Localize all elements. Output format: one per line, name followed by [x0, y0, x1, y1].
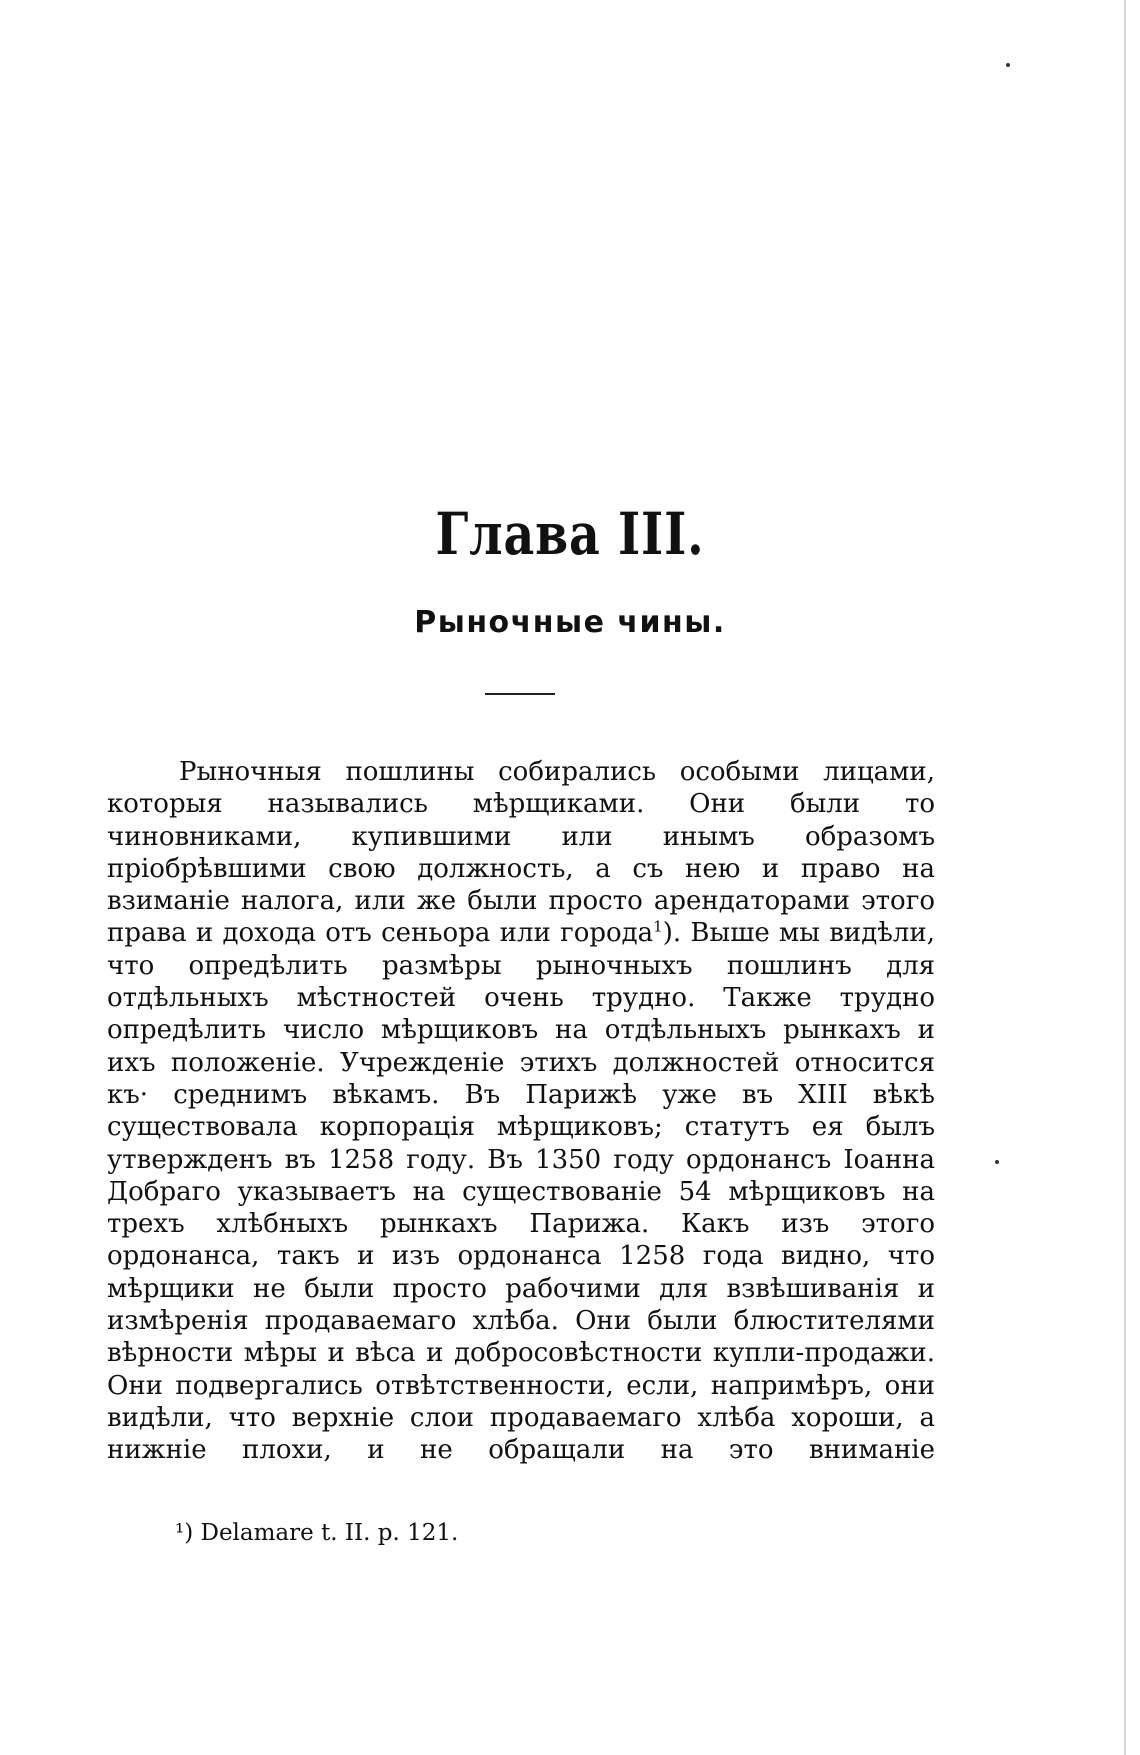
footnote: ¹) Delamare t. II. p. 121.: [175, 1520, 459, 1546]
print-speck: [1006, 63, 1010, 67]
page-edge-line: [1124, 0, 1126, 1755]
paragraph-text-part-2: ). Выше мы видѣли, что опредѣлить размѣры рыночныхъ пошлинъ для отдѣльныхъ мѣстностей очень трудно. Также трудно опредѣлить число мѣрщиковъ на отдѣльныхъ рынкахъ и ихъ положеніе. Учрежденіе этихъ должностей относится къ· среднимъ вѣкамъ. Въ Парижѣ уже въ XIII вѣкѣ существовала корпорація мѣрщиковъ; статутъ ея былъ утвержденъ въ 1258 году. Въ 1350 году ордонансъ Іоанна Добраго указываетъ на существованіе 54 мѣрщиковъ на трехъ хлѣбныхъ рынкахъ Парижа. Какъ изъ этого ордонанса, такъ и изъ ордонанса 1258 года видно, что мѣрщики не были просто рабочими для взвѣшиванія и измѣренія продаваемаго хлѣба. Они были блюстителями вѣрности мѣры и вѣса и добросовѣстности купли-продажи. Они подвергались отвѣтственности, если, напримѣръ, они видѣли, что верхніе слои продаваемаго хлѣба хороши, а нижніе плохи, и не обращали на это вниманіе: [107, 918, 935, 1466]
print-speck: [995, 1160, 999, 1164]
chapter-subtitle: Рыночные чины.: [414, 605, 726, 640]
chapter-title: Глава III.: [435, 500, 705, 568]
paragraph: [107, 756, 935, 1467]
title-divider: [485, 693, 555, 695]
body-text: [107, 756, 935, 1467]
paragraph-text-part-1: Рыночныя пошлины собирались особыми лицами, которыя назывались мѣрщиками. Они были то чиновниками, купившими или инымъ образомъ пріобрѣвшими свою должность, а съ нею и право на взиманіе налога, или же были просто арендаторами этого права и дохода отъ сеньора или города: [107, 757, 935, 949]
footnote-reference: 1: [653, 917, 663, 936]
